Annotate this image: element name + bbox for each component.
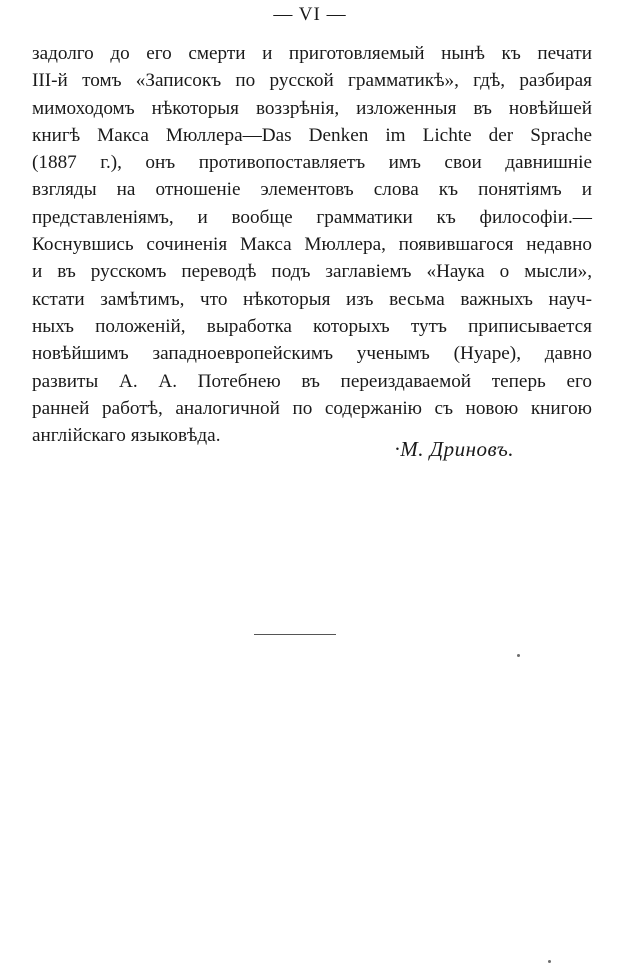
text-line: взгляды на отношеніе элементовъ слова къ понятіямъ и	[32, 179, 592, 201]
closing-rule	[254, 634, 336, 635]
text-line: Коснувшись сочиненія Макса Мюллера, появившагося недавно	[32, 234, 592, 256]
text-line: задолго до его смерти и приготовляемый нынѣ къ печати	[32, 43, 592, 64]
paper-speck	[548, 960, 551, 963]
text-line: и въ русскомъ переводѣ подъ заглавіемъ «Наука о мысли»,	[32, 261, 592, 283]
text-line: развиты А. А. Потебнею въ переиздаваемой теперь его	[32, 370, 592, 392]
text-line: кстати замѣтимъ, что нѣкоторыя изъ весьма важныхъ науч-	[32, 288, 592, 310]
text-line: представленіямъ, и вообще грамматики къ философіи.—	[32, 206, 592, 228]
paper-speck	[517, 654, 520, 657]
text-line: книгѣ Макса Мюллера—Das Denken im Lichte der Sprache	[32, 124, 592, 146]
text-line: новѣйшимъ западноевропейскимъ ученымъ (Нуаре), давно	[32, 343, 592, 365]
text-line: (1887 г.), онъ противопоставляетъ имъ свои давнишніе	[32, 152, 592, 174]
author-signature: ·М. Дриновъ.	[394, 437, 514, 461]
text-line: ранней работѣ, аналогичной по содержанію съ новою книгою	[32, 397, 592, 419]
text-line: ныхъ положеній, выработка которыхъ тутъ приписывается	[32, 315, 592, 337]
text-line-last: англійскаго языковѣда.	[32, 425, 221, 447]
text-line: мимоходомъ нѣкоторыя воззрѣнія, изложенныя въ новѣйшей	[32, 97, 592, 119]
page-number: — VI —	[273, 4, 347, 25]
body-paragraph	[32, 40, 592, 449]
text-line: III-й томъ «Записокъ по русской грамматикѣ», гдѣ, разбирая	[32, 70, 592, 92]
